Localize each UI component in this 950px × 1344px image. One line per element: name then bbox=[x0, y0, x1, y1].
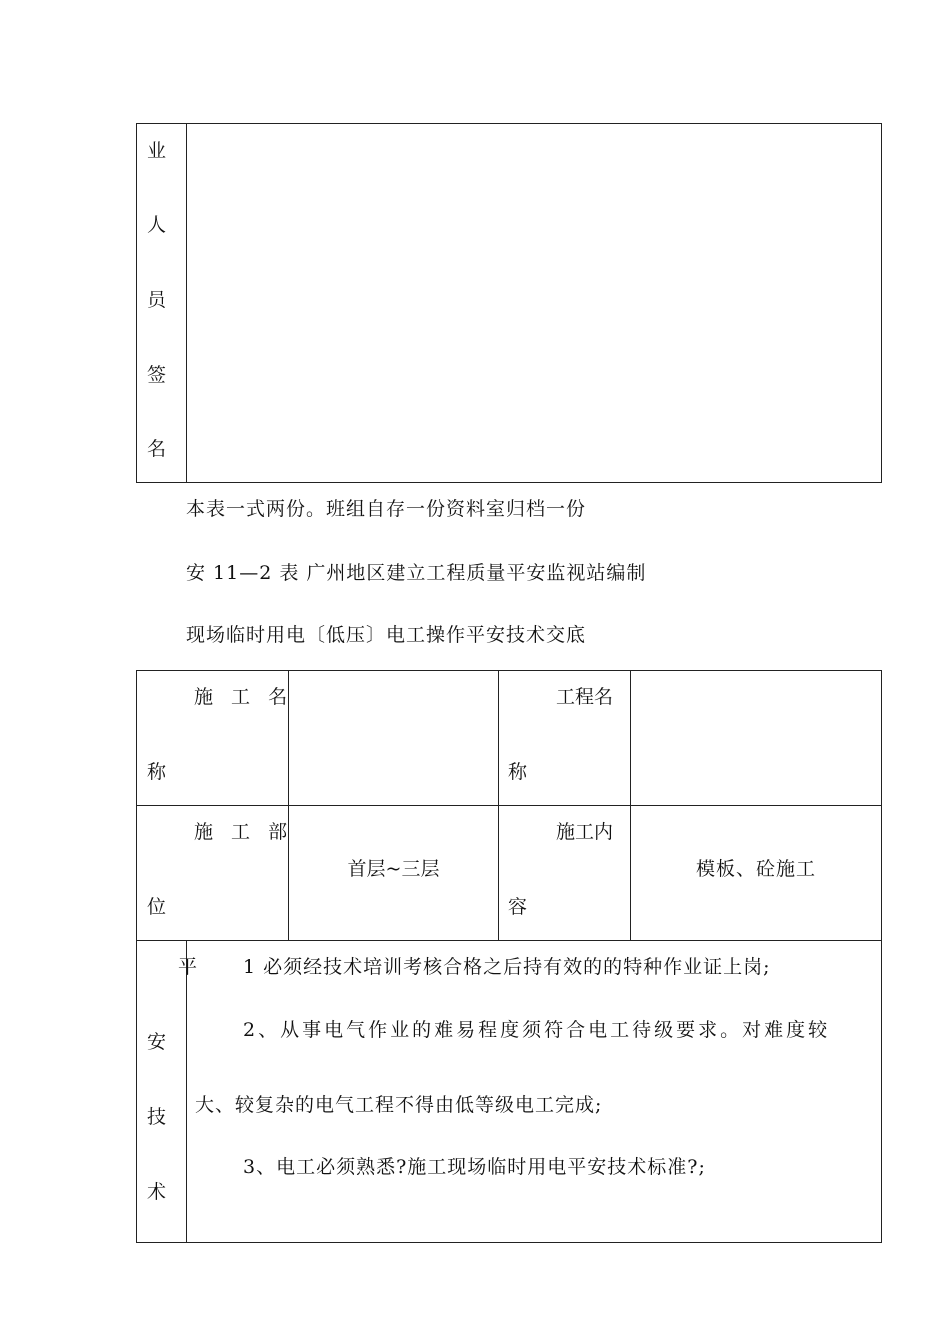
safety-item-2: 2、从事电气作业的难易程度须符合电工待级要求。对难度较 bbox=[243, 1019, 831, 1041]
safety-item-3: 3、电工必须熟悉?施工现场临时用电平安技术标准?; bbox=[243, 1156, 706, 1178]
construction-content-label: 施工内 bbox=[556, 821, 614, 843]
engineering-name-label: 工程名 bbox=[556, 686, 614, 708]
engineering-name-label-cont: 称 bbox=[508, 761, 528, 783]
construction-content-label-cont: 容 bbox=[508, 896, 528, 918]
document-title: 现场临时用电〔低压〕电工操作平安技术交底 bbox=[186, 624, 587, 646]
signature-label-char: 员 bbox=[147, 289, 167, 311]
construction-content-value[interactable]: 模板、砼施工 bbox=[695, 858, 816, 880]
safety-tech-label-char: 技 bbox=[147, 1106, 167, 1128]
signature-label-char: 名 bbox=[147, 438, 167, 460]
construction-part-label-cont: 位 bbox=[147, 896, 167, 918]
safety-item-1: 1 必须经技术培训考核合格之后持有效的的特种作业证上岗; bbox=[243, 956, 771, 978]
construction-part-value[interactable]: 首层~三层 bbox=[347, 858, 440, 880]
safety-tech-label-char: 安 bbox=[147, 1031, 167, 1053]
project-name-label-cont: 称 bbox=[147, 761, 167, 783]
signature-area[interactable] bbox=[188, 125, 880, 481]
safety-tech-label-char: 平 bbox=[178, 956, 198, 978]
signature-label-char: 人 bbox=[147, 214, 167, 236]
safety-tech-label-char: 术 bbox=[147, 1181, 167, 1203]
copies-note: 本表一式两份。班组自存一份资料室归档一份 bbox=[186, 498, 587, 520]
form-info: 安 11—2 表 广州地区建立工程质量平安监视站编制 bbox=[186, 562, 647, 584]
signature-label-char: 签 bbox=[147, 364, 167, 386]
construction-part-label: 施 工 部 bbox=[194, 821, 294, 843]
signature-label-char: 业 bbox=[147, 140, 167, 162]
safety-item-2-cont: 大、较复杂的电气工程不得由低等级电工完成; bbox=[195, 1094, 603, 1116]
project-name-label: 施 工 名 bbox=[194, 686, 294, 708]
